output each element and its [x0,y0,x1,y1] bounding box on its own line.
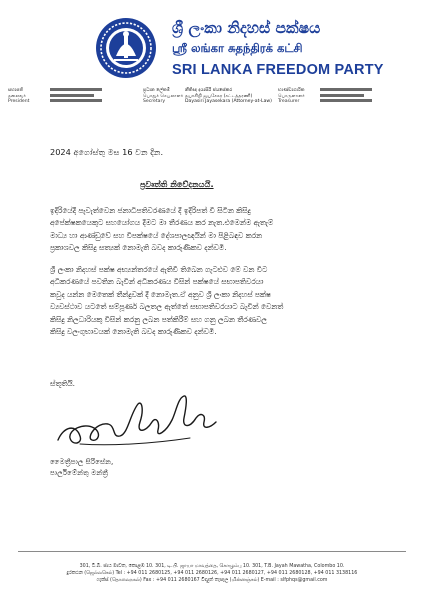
paragraph-line: ව්‍යවස්ථාව යටතේ සම්පූර්ණ බලතල ඇත්තේ සභාපතිවරයාට බැවින් වෙනත් [50,302,284,312]
officer-role-si: භාණ්ඩාගාරික [278,88,305,93]
officer-name [185,88,272,105]
footer-phones: දුරකථන (ஜெல்லசெல்) Tel : +94 011 2680125, +94 011 2680126, +94 011 2680127, +94 011 2680128, +94 011 3138116 [66,571,358,576]
footer-address: 301, ටී.බී. ජාය මාවත, කොළඹ 10. 301, டி.பி. ஜாயா மாவத்தை, கொழும்பு 10. 301, T.B. Jayah Mawatha, Colombo 10. [79,564,345,569]
party-emblem-icon [94,16,158,80]
signatory-block [50,456,113,478]
officer-role-en: Treasurer [278,99,300,105]
closing: ස්තූතියි. [50,379,75,388]
paragraph-2 [50,264,386,338]
officer-role-en: Secretary [143,99,166,105]
paragraph-line: අධිකරණයේ පවතින බැවින් අධිකරණය විසින් පක්ෂයේ සභාපතිවරයා [50,277,264,287]
paragraph-line: අපේක්ෂකයෙකුට සහයෝගය දීමට මා තීරණය කර නැත.එමෙන්ම ඇතැම් [50,218,274,228]
officer-role-ta: தலைவர் [8,93,26,99]
officer-name-redacted [50,88,102,105]
paragraph-line: ඉදිරියේදී පැවැත්වෙන ජනාධිපතිවරණයේ දී ඉදිරිපත් වී සිටින කිසිදු [50,206,251,215]
officer-name-redacted [320,88,372,105]
officers-row [8,88,420,112]
officer-role-en: President [8,99,30,105]
officer-name-en: Dayasiri Jayasekara (Attorney-at-Law) [185,99,272,105]
officer-role-si: සභාපති [8,88,24,93]
party-name-english: SRI LANKA FREEDOM PARTY [172,62,384,78]
paragraph-line: මාධ්‍ය හා ආණ්ඩුවේ සහ විපක්ෂයේ දේශපාලඥයින් මා පිළිබඳව කරන [50,230,263,240]
footer-divider [18,551,406,552]
handwritten-signature [50,392,250,454]
officer-role-ta: பொருளாளர் [278,93,305,99]
paragraph-line: කිසිදු නිලධාරියකු විසින් කරනු ලබන පත්කිරීම් සහ ගනු ලබන තීරණවල [50,314,267,324]
footer-fax-email: ෆැක්ස් (தொலைநகல்) Fax : +94 011 2680167 විද්‍යුත් තැපෑල (மின்னஞ்சல்) E-mail : slfphqs@gmail.com [96,578,328,583]
footer [0,551,424,591]
paragraph-line: කිසිදු වලංගුභාවයක් නොමැති බවද කාරුණිකව දන්වමි. [50,327,217,337]
letter-date: 2024 අගෝස්තු මස 16 වන දින. [50,147,164,157]
officer-role-ta: பொதுச் செயலாளர் [143,93,184,99]
party-name-sinhala: ශ්‍රී ලංකා නිදහස් පක්ෂය [172,19,321,37]
party-name-tamil: ஸ்ரீ லங்கா சுதந்திரக் கட்சி [172,41,303,55]
officer-name-ta: தயாசிறி ஜயசேகர (சட்டத்தரணி) [185,93,253,99]
officer-secretary [143,88,272,105]
paragraph-line: ප්‍රකාශවල කිසිදු සත්‍යක් නොමැති බවද කාරුණිකව දන්වමි. [50,243,227,253]
letter-heading: ප්‍රවෘත්ති නිවේදනයයි. [140,179,214,189]
signatory-name: මෛත්‍රීපාල සිරිසේන, [50,457,114,466]
officer-name-si: නීතිඥ දයාසිරි ජයසේකර [185,88,233,93]
letterhead [0,0,424,120]
paragraph-1 [50,205,386,255]
officer-role-si: ප්‍රධාන ලේකම් [143,88,170,93]
paragraph-line: ශ්‍රී ලංකා නිදහස් පක්ෂ අභ්‍යන්තරයේ ඇතිවී තිබෙන ගැටළුව මේ වන විට [50,265,268,274]
paragraph-line: කවුද යන්න මෙතෙක් තීන්දුවක් දී නොමැත.ඒ අනුව ශ්‍රී ලංකා නිදහස් පක්ෂ [50,289,271,299]
signatory-title: පාර්ලිමේන්තු මන්ත්‍රී [50,468,108,477]
officer-president [8,88,29,105]
officer-treasurer [278,88,305,105]
